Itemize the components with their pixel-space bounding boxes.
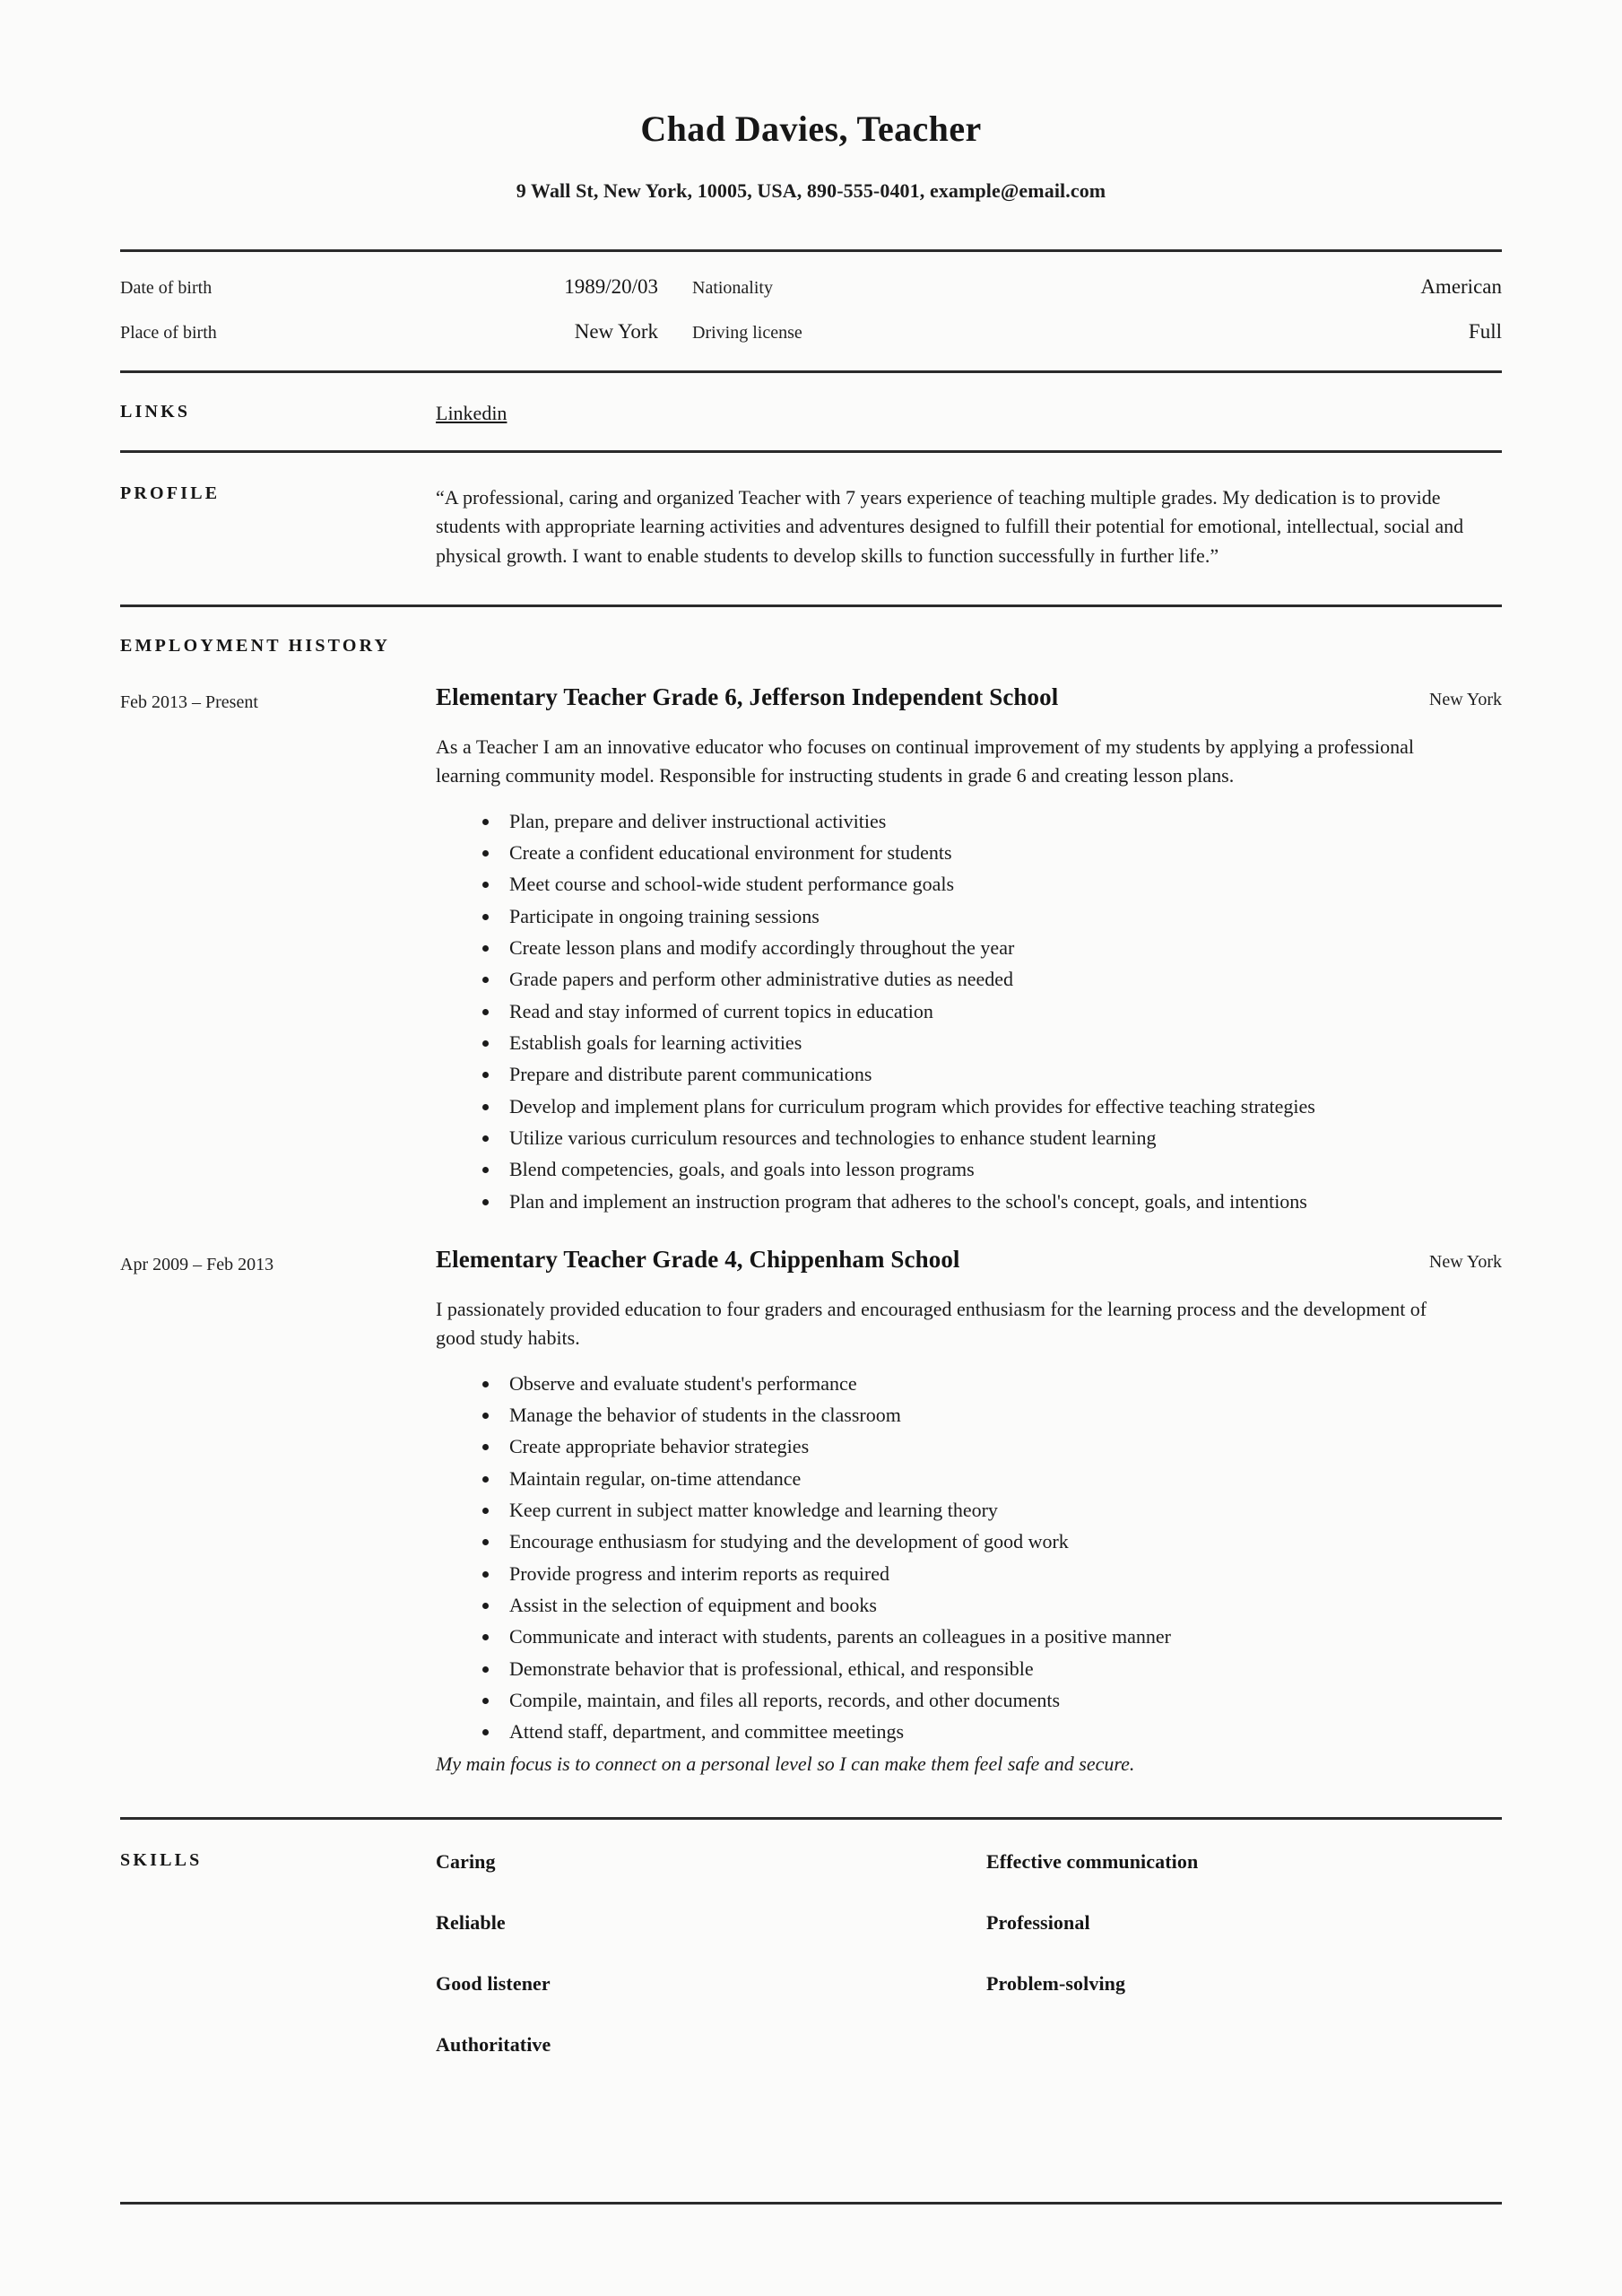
list-item: • Create appropriate behavior strategies — [500, 1432, 1502, 1461]
links-section — [120, 402, 1502, 425]
job-description: I passionately provided education to four graders and encouraged enthusiasm for the learning process and the development of good study habits. — [436, 1297, 1427, 1350]
list-item: • Observe and evaluate student's performance — [500, 1370, 1502, 1398]
list-item: • Meet course and school-wide student performance goals — [500, 870, 1502, 899]
skill-item: Authoritative — [436, 2032, 551, 2056]
job-dates: Apr 2009 – Feb 2013 — [120, 1254, 274, 1274]
profile-body — [436, 483, 1502, 570]
skills-section — [120, 1850, 1502, 2094]
job-bullet-list — [436, 1370, 1502, 1747]
job-bullet-list — [436, 807, 1502, 1216]
job-details — [436, 1246, 1502, 1776]
skill-item: Reliable — [436, 1910, 506, 1934]
list-item: • Demonstrate behavior that is professional, ethical, and responsible — [500, 1655, 1502, 1683]
list-item: • Blend competencies, goals, and goals into lesson programs — [500, 1155, 1502, 1184]
job-title-row — [436, 1246, 1502, 1274]
skills-column-two — [986, 1850, 1537, 2094]
list-item: • Compile, maintain, and files all reports, records, and other documents — [500, 1686, 1502, 1715]
divider-employment — [120, 604, 1502, 607]
employment-entry — [120, 1246, 1502, 1776]
divider-profile — [120, 450, 1502, 453]
detail-value-place-of-birth: New York — [574, 320, 658, 343]
profile-text: “A professional, caring and organized Teacher with 7 years experience of teaching multiple grades. My dedication is to provide students with appropriate learning activities and adventures designed to fulfill their potential for emotional, intellectual, social and physical growth. I want to enable students to develop skills to function successfully in further life.” — [436, 486, 1464, 567]
job-description: As a Teacher I am an innovative educator who focuses on continual improvement of my students by applying a professional learning community model. Responsible for instructing students in grade 6 and creating lesson plans. — [436, 735, 1415, 787]
list-item: • Participate in ongoing training sessions — [500, 902, 1502, 931]
list-item: • Utilize various curriculum resources and technologies to enhance student learning — [500, 1124, 1502, 1152]
list-item: • Grade papers and perform other administrative duties as needed — [500, 965, 1502, 994]
link-linkedin[interactable]: Linkedin — [436, 402, 507, 424]
list-item: • Prepare and distribute parent communications — [500, 1060, 1502, 1089]
section-label-profile: PROFILE — [120, 483, 221, 503]
job-title-row — [436, 683, 1502, 711]
skill-item: Caring — [436, 1849, 496, 1873]
job-title: Elementary Teacher Grade 6, Jefferson Independent School — [436, 683, 1059, 710]
list-item: • Establish goals for learning activities — [500, 1029, 1502, 1057]
skills-column-one — [436, 1850, 986, 2094]
personal-details-table — [120, 275, 1502, 344]
list-item: • Assist in the selection of equipment and books — [500, 1591, 1502, 1620]
skills-columns — [436, 1850, 1537, 2094]
resume-header — [120, 0, 1502, 203]
table-row — [120, 320, 1502, 344]
list-item: • Manage the behavior of students in the classroom — [500, 1401, 1502, 1430]
divider-footer — [120, 2202, 1502, 2205]
skill-item: Problem-solving — [986, 1971, 1126, 1995]
detail-label-nationality: Nationality — [692, 278, 773, 298]
job-location: New York — [1428, 1251, 1502, 1272]
divider-skills — [120, 1817, 1502, 1820]
profile-section — [120, 483, 1502, 570]
skill-item: Good listener — [436, 1971, 551, 1995]
list-item: • Develop and implement plans for curriculum program which provides for effective teaching strategies — [500, 1092, 1502, 1121]
page-title: Chad Davies, Teacher — [640, 109, 982, 149]
list-item: • Keep current in subject matter knowledge and learning theory — [500, 1496, 1502, 1525]
job-closing-note: My main focus is to connect on a personal level so I can make them feel safe and secure. — [436, 1752, 1135, 1775]
detail-label-place-of-birth: Place of birth — [120, 323, 217, 343]
links-body — [436, 402, 1502, 425]
detail-label-driving-license: Driving license — [692, 323, 802, 343]
list-item: • Communicate and interact with students, parents an colleagues in a positive manner — [500, 1622, 1502, 1651]
employment-entry — [120, 683, 1502, 1219]
list-item: • Plan, prepare and deliver instructional activities — [500, 807, 1502, 836]
list-item: • Create lesson plans and modify accordingly throughout the year — [500, 934, 1502, 962]
job-details — [436, 683, 1502, 1219]
divider-header — [120, 249, 1502, 252]
job-dates: Feb 2013 – Present — [120, 691, 258, 712]
skill-item: Effective communication — [986, 1849, 1199, 1873]
list-item: • Provide progress and interim reports as required — [500, 1560, 1502, 1588]
detail-value-date-of-birth: 1989/20/03 — [564, 275, 658, 298]
skill-item: Professional — [986, 1910, 1090, 1934]
job-title: Elementary Teacher Grade 4, Chippenham School — [436, 1245, 960, 1273]
list-item: • Encourage enthusiasm for studying and the development of good work — [500, 1527, 1502, 1556]
detail-value-nationality: American — [1420, 275, 1502, 298]
list-item: • Create a confident educational environment for students — [500, 839, 1502, 867]
detail-value-driving-license: Full — [1468, 320, 1502, 343]
list-item: • Read and stay informed of current topics in education — [500, 997, 1502, 1026]
section-label-links: LINKS — [120, 402, 191, 422]
list-item: • Plan and implement an instruction program that adheres to the school's concept, goals, and intentions — [500, 1187, 1502, 1216]
list-item: • Maintain regular, on-time attendance — [500, 1465, 1502, 1493]
section-label-skills: SKILLS — [120, 1849, 203, 1870]
detail-label-date-of-birth: Date of birth — [120, 278, 213, 298]
list-item: • Attend staff, department, and committee meetings — [500, 1718, 1502, 1746]
table-row — [120, 275, 1502, 299]
job-location: New York — [1428, 689, 1502, 709]
section-label-employment-history: EMPLOYMENT HISTORY — [120, 635, 391, 656]
divider-links — [120, 370, 1502, 373]
contact-line: 9 Wall St, New York, 10005, USA, 890-555-0401, example@email.com — [516, 179, 1106, 202]
